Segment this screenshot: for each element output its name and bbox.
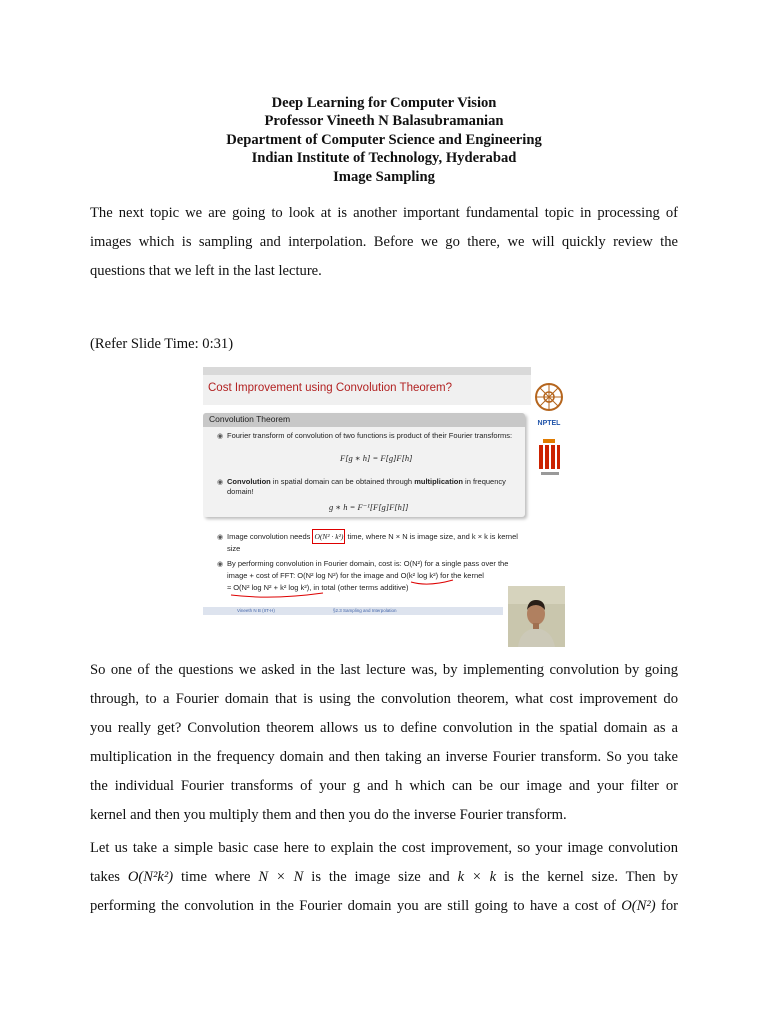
bullet-icon: ◉ [217, 433, 224, 440]
equation: F[g ∗ h] = F[g]F[h] [340, 453, 413, 463]
bold-term: Convolution [227, 477, 271, 486]
text-line [90, 892, 678, 921]
slide-footer [203, 607, 503, 615]
math-expression: k × k [457, 869, 497, 885]
text-line: multiplication in the frequency domain and then taking an inverse Fourier transform. So you take [90, 749, 678, 765]
math-expression: O(N²k²) [127, 869, 174, 885]
nptel-label: NPTEL [537, 420, 561, 427]
text-span: is the kernel size. Then by [504, 869, 679, 885]
text-span: performing the convolution in the Fourier domain you are still going to have a cost of [90, 898, 616, 914]
paragraph-review [90, 656, 678, 830]
bullet-icon: ◉ [217, 561, 224, 568]
box-title: Convolution Theorem [209, 414, 291, 424]
text-span: in spatial domain can be obtained through [270, 477, 415, 486]
speaker-webcam [508, 586, 565, 647]
bullet-text: ≈ O(N² log N² + k² log k²), in total (other terms additive) [227, 583, 409, 592]
lecture-topic: Image Sampling [333, 168, 435, 185]
boxed-complexity: O(N² · k²) [312, 529, 345, 544]
text-line: kernel and then you multiply them and then you do the inverse Fourier transform. [90, 807, 567, 823]
text-span: time, where N × N is image size, and k × k is kernel [345, 532, 518, 541]
text-span: Image convolution needs [227, 532, 313, 541]
paragraph-cost [90, 834, 678, 921]
bullet-text: size [227, 544, 241, 553]
bullet-text: domain! [227, 487, 254, 496]
text-span: takes [90, 869, 120, 885]
footer-section: §2.3 Sampling and Interpolation [333, 608, 397, 613]
document-header [0, 94, 768, 186]
text-line [90, 863, 678, 892]
math-expression: N × N [258, 869, 304, 885]
bold-term: multiplication [414, 477, 463, 486]
math-expression: O(N²) [621, 898, 656, 914]
bullet-text: image + cost of FFT: O(N² log N²) for the image and O(k² log k²) for the kernel [227, 571, 484, 580]
institute: Indian Institute of Technology, Hyderabad [251, 150, 517, 167]
equation: g ∗ h = F⁻¹[F[g]F[h]] [329, 502, 409, 512]
text-line: images which is sampling and interpolation. Before we go there, we will quickly review the [90, 234, 678, 250]
slide-title: Cost Improvement using Convolution Theorem? [208, 382, 452, 394]
text-span: time where [180, 869, 251, 885]
bullet-icon: ◉ [217, 534, 224, 541]
course-title: Deep Learning for Computer Vision [271, 95, 497, 111]
text-line: through, to a Fourier domain that is using the convolution theorem, what cost improvement do [90, 691, 678, 707]
footer-author: Vineeth N B (IIT-H) [237, 608, 275, 613]
text-span: is the image size and [311, 869, 450, 885]
text-line: you really get? Convolution theorem allows us to define convolution in the spatial domain as a [90, 720, 678, 736]
text-line: Let us take a simple basic case here to explain the cost improvement, so your image convolution [90, 840, 678, 856]
paragraph-intro [90, 199, 678, 286]
text-line: the individual Fourier transforms of your g and h which can be our image and your filter or [90, 778, 678, 794]
bullet-text: Fourier transform of convolution of two functions is product of their Fourier transforms: [227, 431, 513, 440]
text-span: for [660, 898, 678, 914]
lecture-slide [203, 367, 565, 647]
bullet-icon: ◉ [217, 479, 224, 486]
speaker-video-icon [508, 586, 565, 647]
refer-slide-time: (Refer Slide Time: 0:31) [90, 336, 234, 352]
department: Department of Computer Science and Engineering [226, 131, 542, 148]
professor-name: Professor Vineeth N Balasubramanian [264, 113, 504, 130]
bullet-text: By performing convolution in Fourier domain, cost is: O(N²) for a single pass over the [227, 559, 509, 568]
text-span: in frequency [462, 477, 506, 486]
text-line: So one of the questions we asked in the last lecture was, by implementing convolution by going [90, 662, 678, 678]
text-line: questions that we left in the last lecture. [90, 263, 322, 279]
text-line: The next topic we are going to look at is another important fundamental topic in processing of [90, 205, 678, 221]
